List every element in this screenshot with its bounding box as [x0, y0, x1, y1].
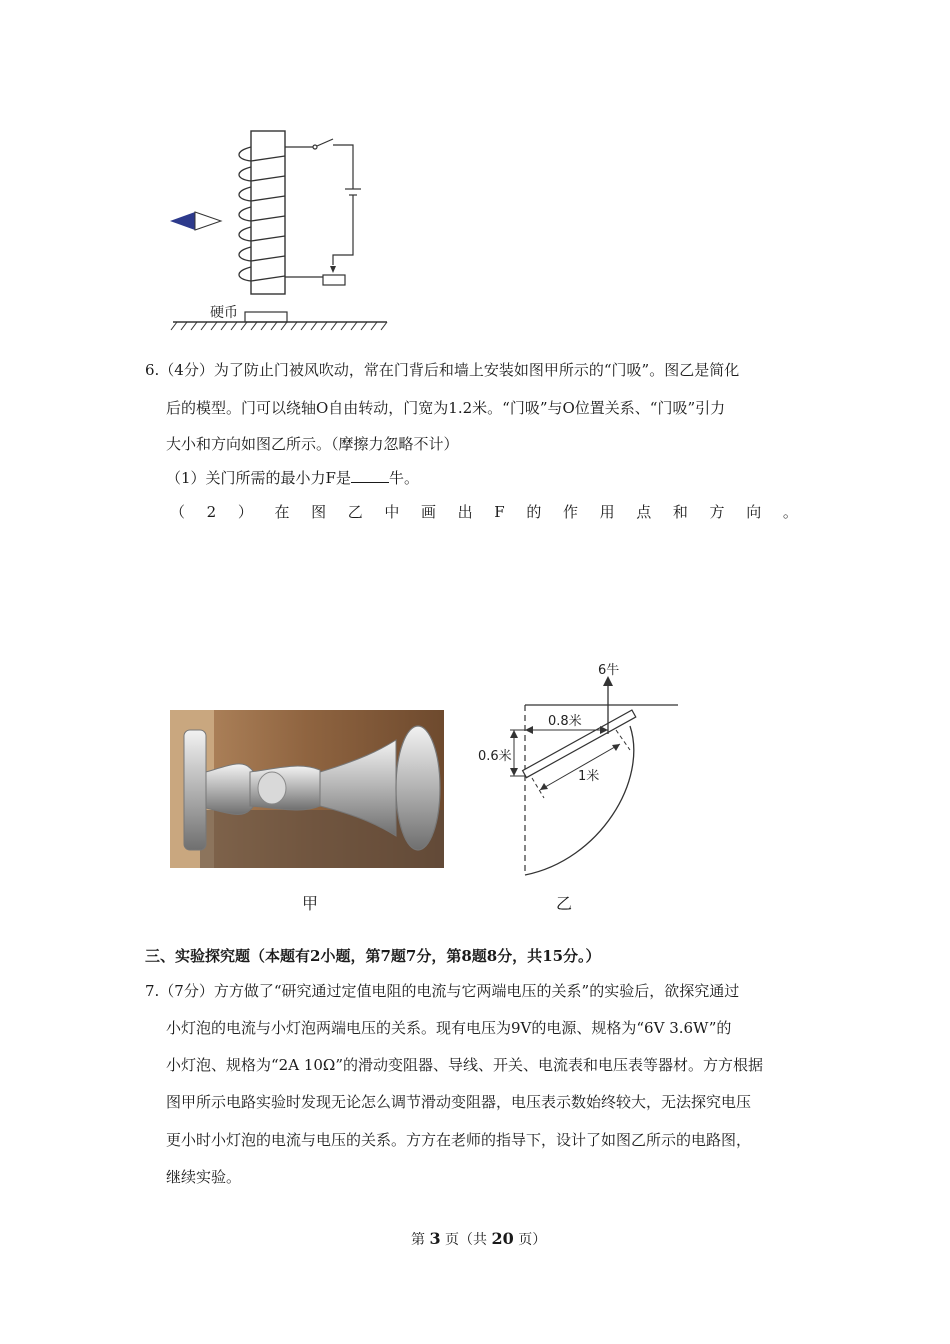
q6-sub2-char: 出 [457, 503, 473, 521]
q6-sub2-char: ） [237, 503, 253, 521]
q7-line-5: 更小时小灯泡的电流与电压的关系。方方在老师的指导下，设计了如图乙所示的电路图， [166, 1131, 752, 1149]
q6-sub1-text: （1）关门所需的最小力F是 [166, 469, 351, 487]
q6-sub2-char: 在 [274, 503, 290, 521]
q6-sub1-unit: 牛。 [388, 469, 419, 487]
q6-line-3: 大小和方向如图乙所示。（摩擦力忽略不计） [166, 435, 459, 453]
section-3-title: 三、实验探究题（本题有2小题，第7题7分，第8题8分，共15分。） [145, 947, 601, 965]
q6-sub2-char: 2 [206, 503, 217, 521]
q6-sub2-char: 。 [782, 503, 798, 521]
figure-yi-label: 乙 [556, 894, 573, 913]
compass-needle-icon [170, 212, 221, 230]
footer-mid: 页（共 [445, 1232, 488, 1248]
q6-sub2-char: 的 [526, 503, 542, 521]
q6-sub2-char: 向 [746, 503, 762, 521]
q6-sub2-char: 方 [709, 503, 725, 521]
footer-total-pages: 20 [491, 1229, 514, 1248]
q6-sub2-char: 中 [384, 503, 400, 521]
q6-sub2-char: 画 [421, 503, 437, 521]
q6-line-2: 后的模型。门可以绕轴O自由转动，门宽为1.2米。“门吸”与O位置关系、“门吸”引力 [166, 399, 726, 417]
answer-blank[interactable] [351, 468, 389, 483]
q7-line-4: 图甲所示电路实验时发现无论怎么调节滑动变阻器，电压表示数始终较大，无法探究电压 [166, 1093, 752, 1111]
q6-line-1: 6.（4分）为了防止门被风吹动，常在门背后和墙上安装如图甲所示的“门吸”。图乙是简化 [145, 361, 740, 379]
coin-label: 硬币 [210, 305, 238, 321]
q7-line-1: 7.（7分）方方做了“研究通过定值电阻的电流与它两端电压的关系”的实验后，欲探究通过 [145, 982, 740, 1000]
door-stopper-photo [170, 710, 444, 868]
dim-vertical-label: 0.6米 [478, 749, 512, 764]
q7-line-6: 继续实验。 [166, 1168, 242, 1186]
force-label: 6牛 [598, 663, 620, 678]
q6-sub2-char: 图 [311, 503, 327, 521]
dim-horizontal-label: 0.8米 [548, 714, 582, 729]
footer-page-number: 3 [429, 1229, 441, 1248]
figure-jia-label: 甲 [302, 894, 319, 913]
q6-sub2-char: 作 [562, 503, 578, 521]
page-footer [411, 1229, 546, 1250]
q6-sub1 [166, 468, 419, 488]
door-model-diagram [470, 660, 685, 880]
q6-sub2-char: （ [170, 503, 186, 521]
q6-sub2 [170, 502, 798, 522]
q6-sub2-char: 和 [672, 503, 688, 521]
q7-line-3: 小灯泡、规格为“2A 10Ω”的滑动变阻器、导线、开关、电流表和电压表等器材。方方根据 [166, 1056, 764, 1074]
q7-line-2: 小灯泡的电流与小灯泡两端电压的关系。现有电压为9V的电源、规格为“6V 3.6W”的 [166, 1019, 732, 1037]
dim-diagonal-label: 1米 [578, 769, 600, 784]
q6-sub2-char: 乙 [347, 503, 363, 521]
q6-sub2-char: 用 [599, 503, 615, 521]
q6-sub2-char: F [494, 503, 505, 521]
footer-suffix: 页） [518, 1232, 547, 1248]
electromagnet-figure [165, 125, 400, 340]
footer-prefix: 第 [411, 1232, 425, 1248]
q6-sub2-char: 点 [636, 503, 652, 521]
